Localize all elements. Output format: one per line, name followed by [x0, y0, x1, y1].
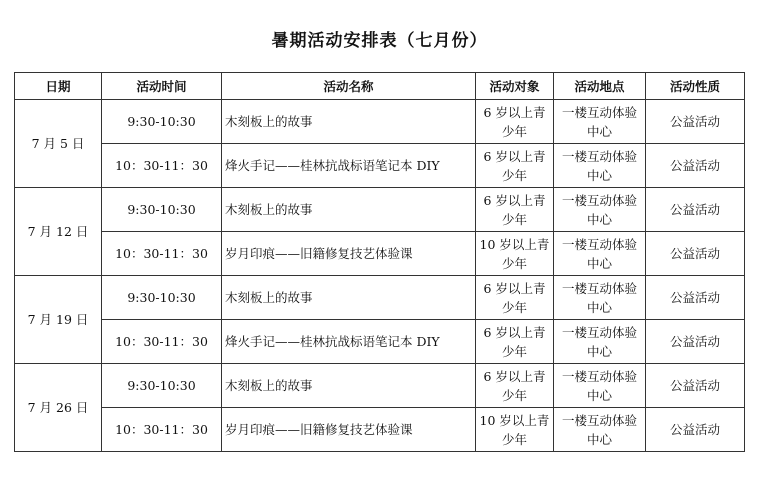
time-cell: 9:30-10:30 — [102, 276, 222, 320]
activity-name-cell: 岁月印痕——旧籍修复技艺体验课 — [222, 408, 476, 452]
activity-name-cell: 烽火手记——桂林抗战标语笔记本 DIY — [222, 320, 476, 364]
date-cell: 7 月 5 日 — [15, 100, 102, 188]
header-name: 活动名称 — [222, 73, 476, 100]
activity-name-cell: 木刻板上的故事 — [222, 188, 476, 232]
time-cell: 10：30-11：30 — [102, 320, 222, 364]
place-cell: 一楼互动体验中心 — [554, 320, 646, 364]
activity-name-cell: 木刻板上的故事 — [222, 276, 476, 320]
place-cell: 一楼互动体验中心 — [554, 144, 646, 188]
audience-cell: 10 岁以上青少年 — [476, 408, 554, 452]
audience-cell: 6 岁以上青少年 — [476, 364, 554, 408]
place-cell: 一楼互动体验中心 — [554, 100, 646, 144]
header-place: 活动地点 — [554, 73, 646, 100]
activity-name-cell: 岁月印痕——旧籍修复技艺体验课 — [222, 232, 476, 276]
table-row — [15, 320, 745, 364]
table-row — [15, 364, 745, 408]
time-cell: 9:30-10:30 — [102, 100, 222, 144]
table-row — [15, 408, 745, 452]
nature-cell: 公益活动 — [646, 232, 745, 276]
header-audience: 活动对象 — [476, 73, 554, 100]
nature-cell: 公益活动 — [646, 276, 745, 320]
header-row — [15, 73, 745, 100]
activity-name-cell: 木刻板上的故事 — [222, 100, 476, 144]
page-title: 暑期活动安排表（七月份） — [271, 31, 488, 51]
table-row — [15, 232, 745, 276]
audience-cell: 6 岁以上青少年 — [476, 100, 554, 144]
time-cell: 9:30-10:30 — [102, 188, 222, 232]
date-cell: 7 月 19 日 — [15, 276, 102, 364]
table-row — [15, 144, 745, 188]
time-cell: 10：30-11：30 — [102, 232, 222, 276]
schedule-table — [14, 72, 745, 452]
audience-cell: 6 岁以上青少年 — [476, 144, 554, 188]
table-row — [15, 276, 745, 320]
audience-cell: 6 岁以上青少年 — [476, 188, 554, 232]
nature-cell: 公益活动 — [646, 188, 745, 232]
date-cell: 7 月 26 日 — [15, 364, 102, 452]
table-row — [15, 188, 745, 232]
time-cell: 9:30-10:30 — [102, 364, 222, 408]
activity-name-cell: 烽火手记——桂林抗战标语笔记本 DIY — [222, 144, 476, 188]
table-row — [15, 100, 745, 144]
audience-cell: 6 岁以上青少年 — [476, 276, 554, 320]
place-cell: 一楼互动体验中心 — [554, 408, 646, 452]
time-cell: 10：30-11：30 — [102, 144, 222, 188]
audience-cell: 6 岁以上青少年 — [476, 320, 554, 364]
nature-cell: 公益活动 — [646, 320, 745, 364]
audience-cell: 10 岁以上青少年 — [476, 232, 554, 276]
activity-name-cell: 木刻板上的故事 — [222, 364, 476, 408]
time-cell: 10：30-11：30 — [102, 408, 222, 452]
nature-cell: 公益活动 — [646, 364, 745, 408]
place-cell: 一楼互动体验中心 — [554, 276, 646, 320]
header-nature: 活动性质 — [646, 73, 745, 100]
nature-cell: 公益活动 — [646, 408, 745, 452]
place-cell: 一楼互动体验中心 — [554, 364, 646, 408]
place-cell: 一楼互动体验中心 — [554, 188, 646, 232]
header-date: 日期 — [15, 73, 102, 100]
place-cell: 一楼互动体验中心 — [554, 232, 646, 276]
nature-cell: 公益活动 — [646, 144, 745, 188]
header-time: 活动时间 — [102, 73, 222, 100]
nature-cell: 公益活动 — [646, 100, 745, 144]
date-cell: 7 月 12 日 — [15, 188, 102, 276]
